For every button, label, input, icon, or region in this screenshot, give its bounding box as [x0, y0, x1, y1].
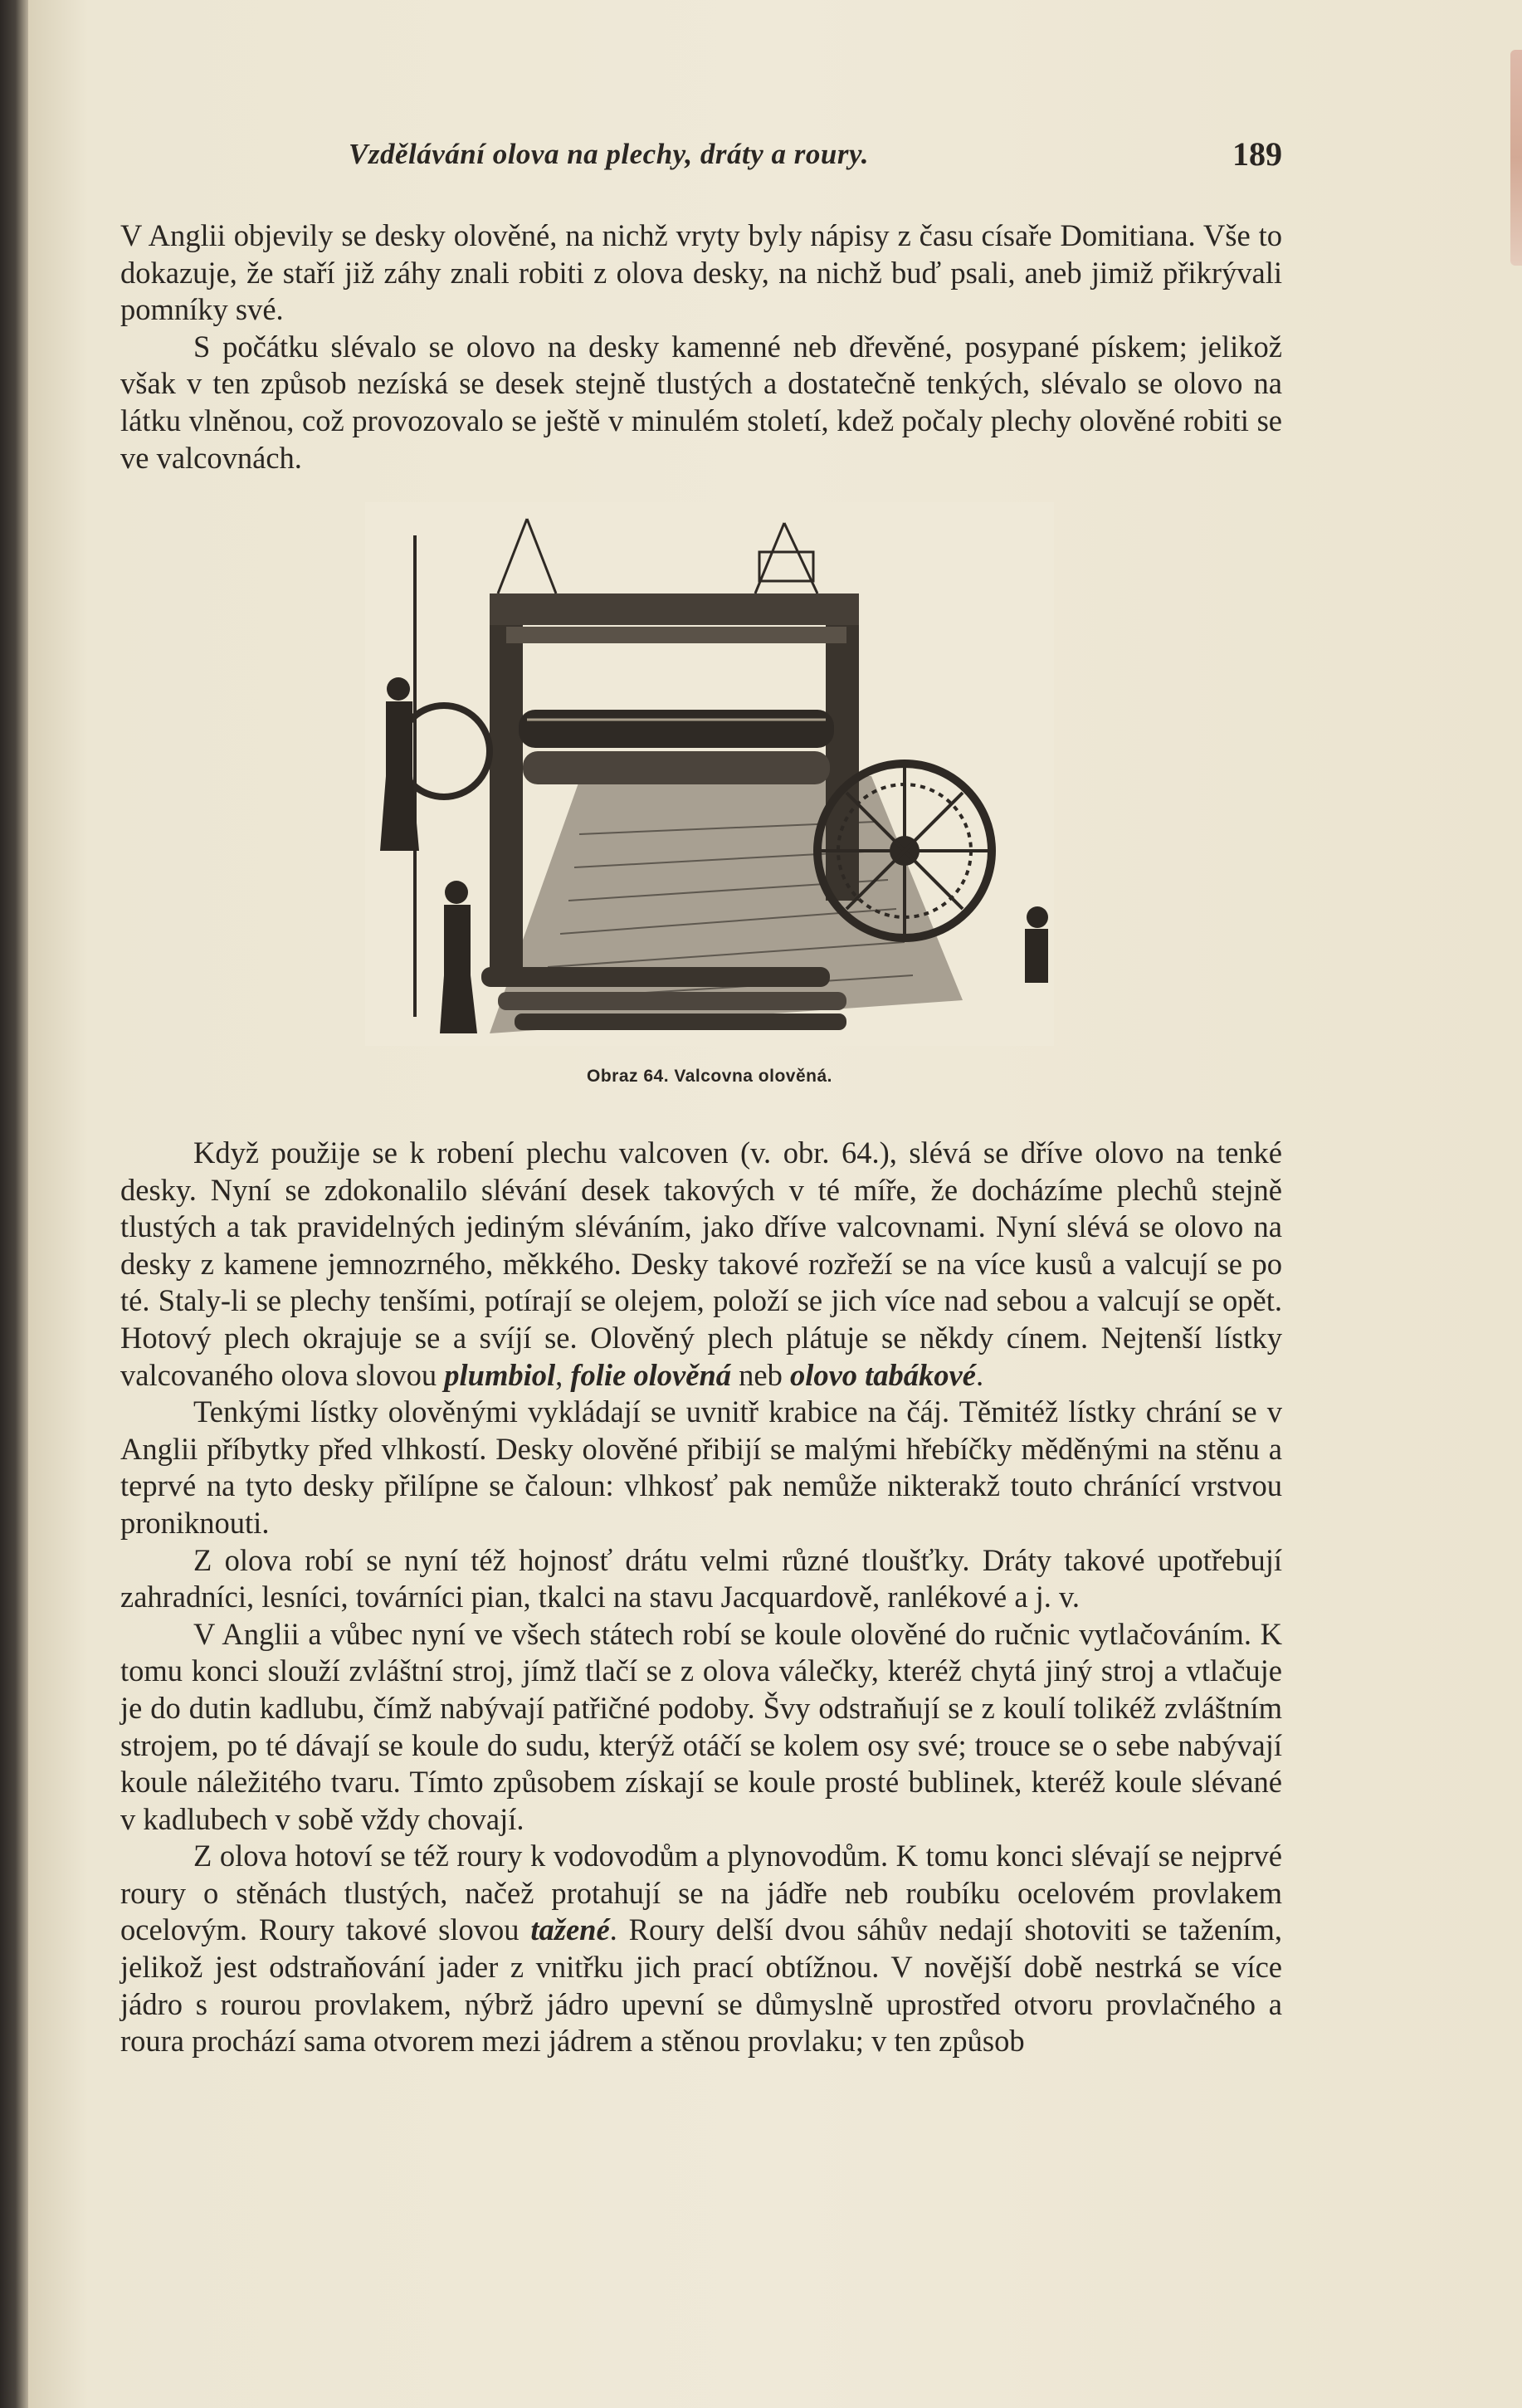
rolling-mill-engraving	[365, 502, 1054, 1046]
top-text-block	[120, 217, 1282, 476]
paragraph-roury	[120, 1838, 1282, 2060]
running-title: Vzdělávání olova na plechy, dráty a roury.	[349, 138, 869, 170]
paragraph-valcovani	[120, 1135, 1282, 1394]
term-olovo-tabakove: olovo tabákové	[789, 1357, 976, 1392]
paragraph-listky: Tenkými lístky olověnými vykládají se uvnitř krabice na čáj. Těmitéž lístky chrání se v Anglii příbytky před vlhkostí. Desky olověné přibijí se malými hřebíčky měděnými na stěnu a teprvé na tyto desky přilípne se čaloun: vlhkosť pak nemůže nikterakž touto chránící vrstvou proniknouti.	[120, 1394, 1282, 1540]
paragraph-drat: Z olova robí se nyní též hojnosť drátu velmi různé tloušťky. Dráty takové upotřebují zahradníci, lesníci, továrníci pian, tkalci na stavu Jacquardově, ranlékové a j. v.	[120, 1542, 1282, 1614]
page-header	[349, 134, 1282, 181]
page-edge-stain	[1510, 50, 1522, 266]
book-binding-shadow	[0, 0, 28, 2408]
paragraph-anglie-desky: V Anglii objevily se desky olověné, na nichž vryty byly nápisy z času císaře Domitiana. Vše to dokazuje, že staří již záhy znali robiti z olova desky, na nichž buď psali, aneb jimiž přikrývali pomníky své.	[120, 218, 1282, 327]
term-folie: folie olověná	[570, 1357, 731, 1392]
pipes-text-end: . Roury delší dvou sáhův nedají shotoviti se tažením, jelikož jest odstraňování jader z vnitřku jich prací obtížnou. V novější době nestrká se více jádro s rourou provlakem, nýbrž jádro upevní se důmyslně uprostřed otvoru provlačného a roura prochází sama otvorem mezi jádrem a stěnou provlaku; v ten způsob	[120, 1912, 1282, 2059]
figure-rolling-mill	[365, 502, 1054, 1046]
bottom-text-block	[120, 1135, 1282, 2060]
rolling-end: .	[975, 1357, 984, 1392]
pipes-text: Z olova hotoví se též roury k vodovodům a plynovodům. K tomu konci slévají se nejprvé roury o stěnách tlustých, načež protahují se na jádře neb roubíku ocelovém provlakem ocelovým. Roury takové slovou	[120, 1839, 1282, 1947]
term-tazene: tažené	[530, 1912, 610, 1947]
page-number: 189	[1232, 135, 1282, 173]
term-plumbiol: plumbiol	[444, 1357, 556, 1392]
rolling-sep-2: neb	[731, 1357, 790, 1392]
paragraph-slevani: S počátku slévalo se olovo na desky kamenné neb dřevěné, posypané pískem; jelikož však v ten způsob nezíská se desek stejně tlustých a dostatečně tenkých, slévalo se olovo na látku vlněnou, což provozovalo se ještě v minulém století, kdež počaly plechy olověné robiti se ve valcovnách.	[120, 329, 1282, 475]
rolling-text: Když použije se k robení plechu valcoven (v. obr. 64.), slévá se dříve olovo na tenké desky. Nyní se zdokonalilo slévání desek takových v té míře, že docházíme plechů stejně tlustých a tak pravidelných jediným sléváním, jako dříve valcovnami. Nyní slévá se olovo na desky z kamene jemnozrného, měkkého. Desky takové rozřeží se na více kusů a valcují se po té. Staly-li se plechy tenšími, potírají se olejem, položí se jich více nad sebou a valcují se opět. Hotový plech okrajuje se a svíjí se. Olověný plech plátuje se někdy cínem. Nejtenší lístky valcovaného olova slovou	[120, 1136, 1282, 1392]
figure-caption: Obraz 64. Valcovna olověná.	[587, 1067, 832, 1086]
paragraph-koule: V Anglii a vůbec nyní ve všech státech robí se koule olověné do ručnic vytlačováním. K tomu konci slouží zvláštní stroj, jímž tlačí se z olova válečky, kteréž chytá jiný stroj a vtlačuje je do dutin kadlubu, čímž nabývají patřičné podoby. Švy odstraňují se z koulí tolikéž zvláštním strojem, po té dávají se koule do sudu, kterýž otáčí se kolem osy své; trouce se o sebe nabývají koule náležitého tvaru. Tímto způsobem získají se koule prosté bublinek, kteréž koule slévané v kadlubech v sobě vždy chovají.	[120, 1616, 1282, 1836]
rolling-sep-1: ,	[555, 1357, 571, 1392]
